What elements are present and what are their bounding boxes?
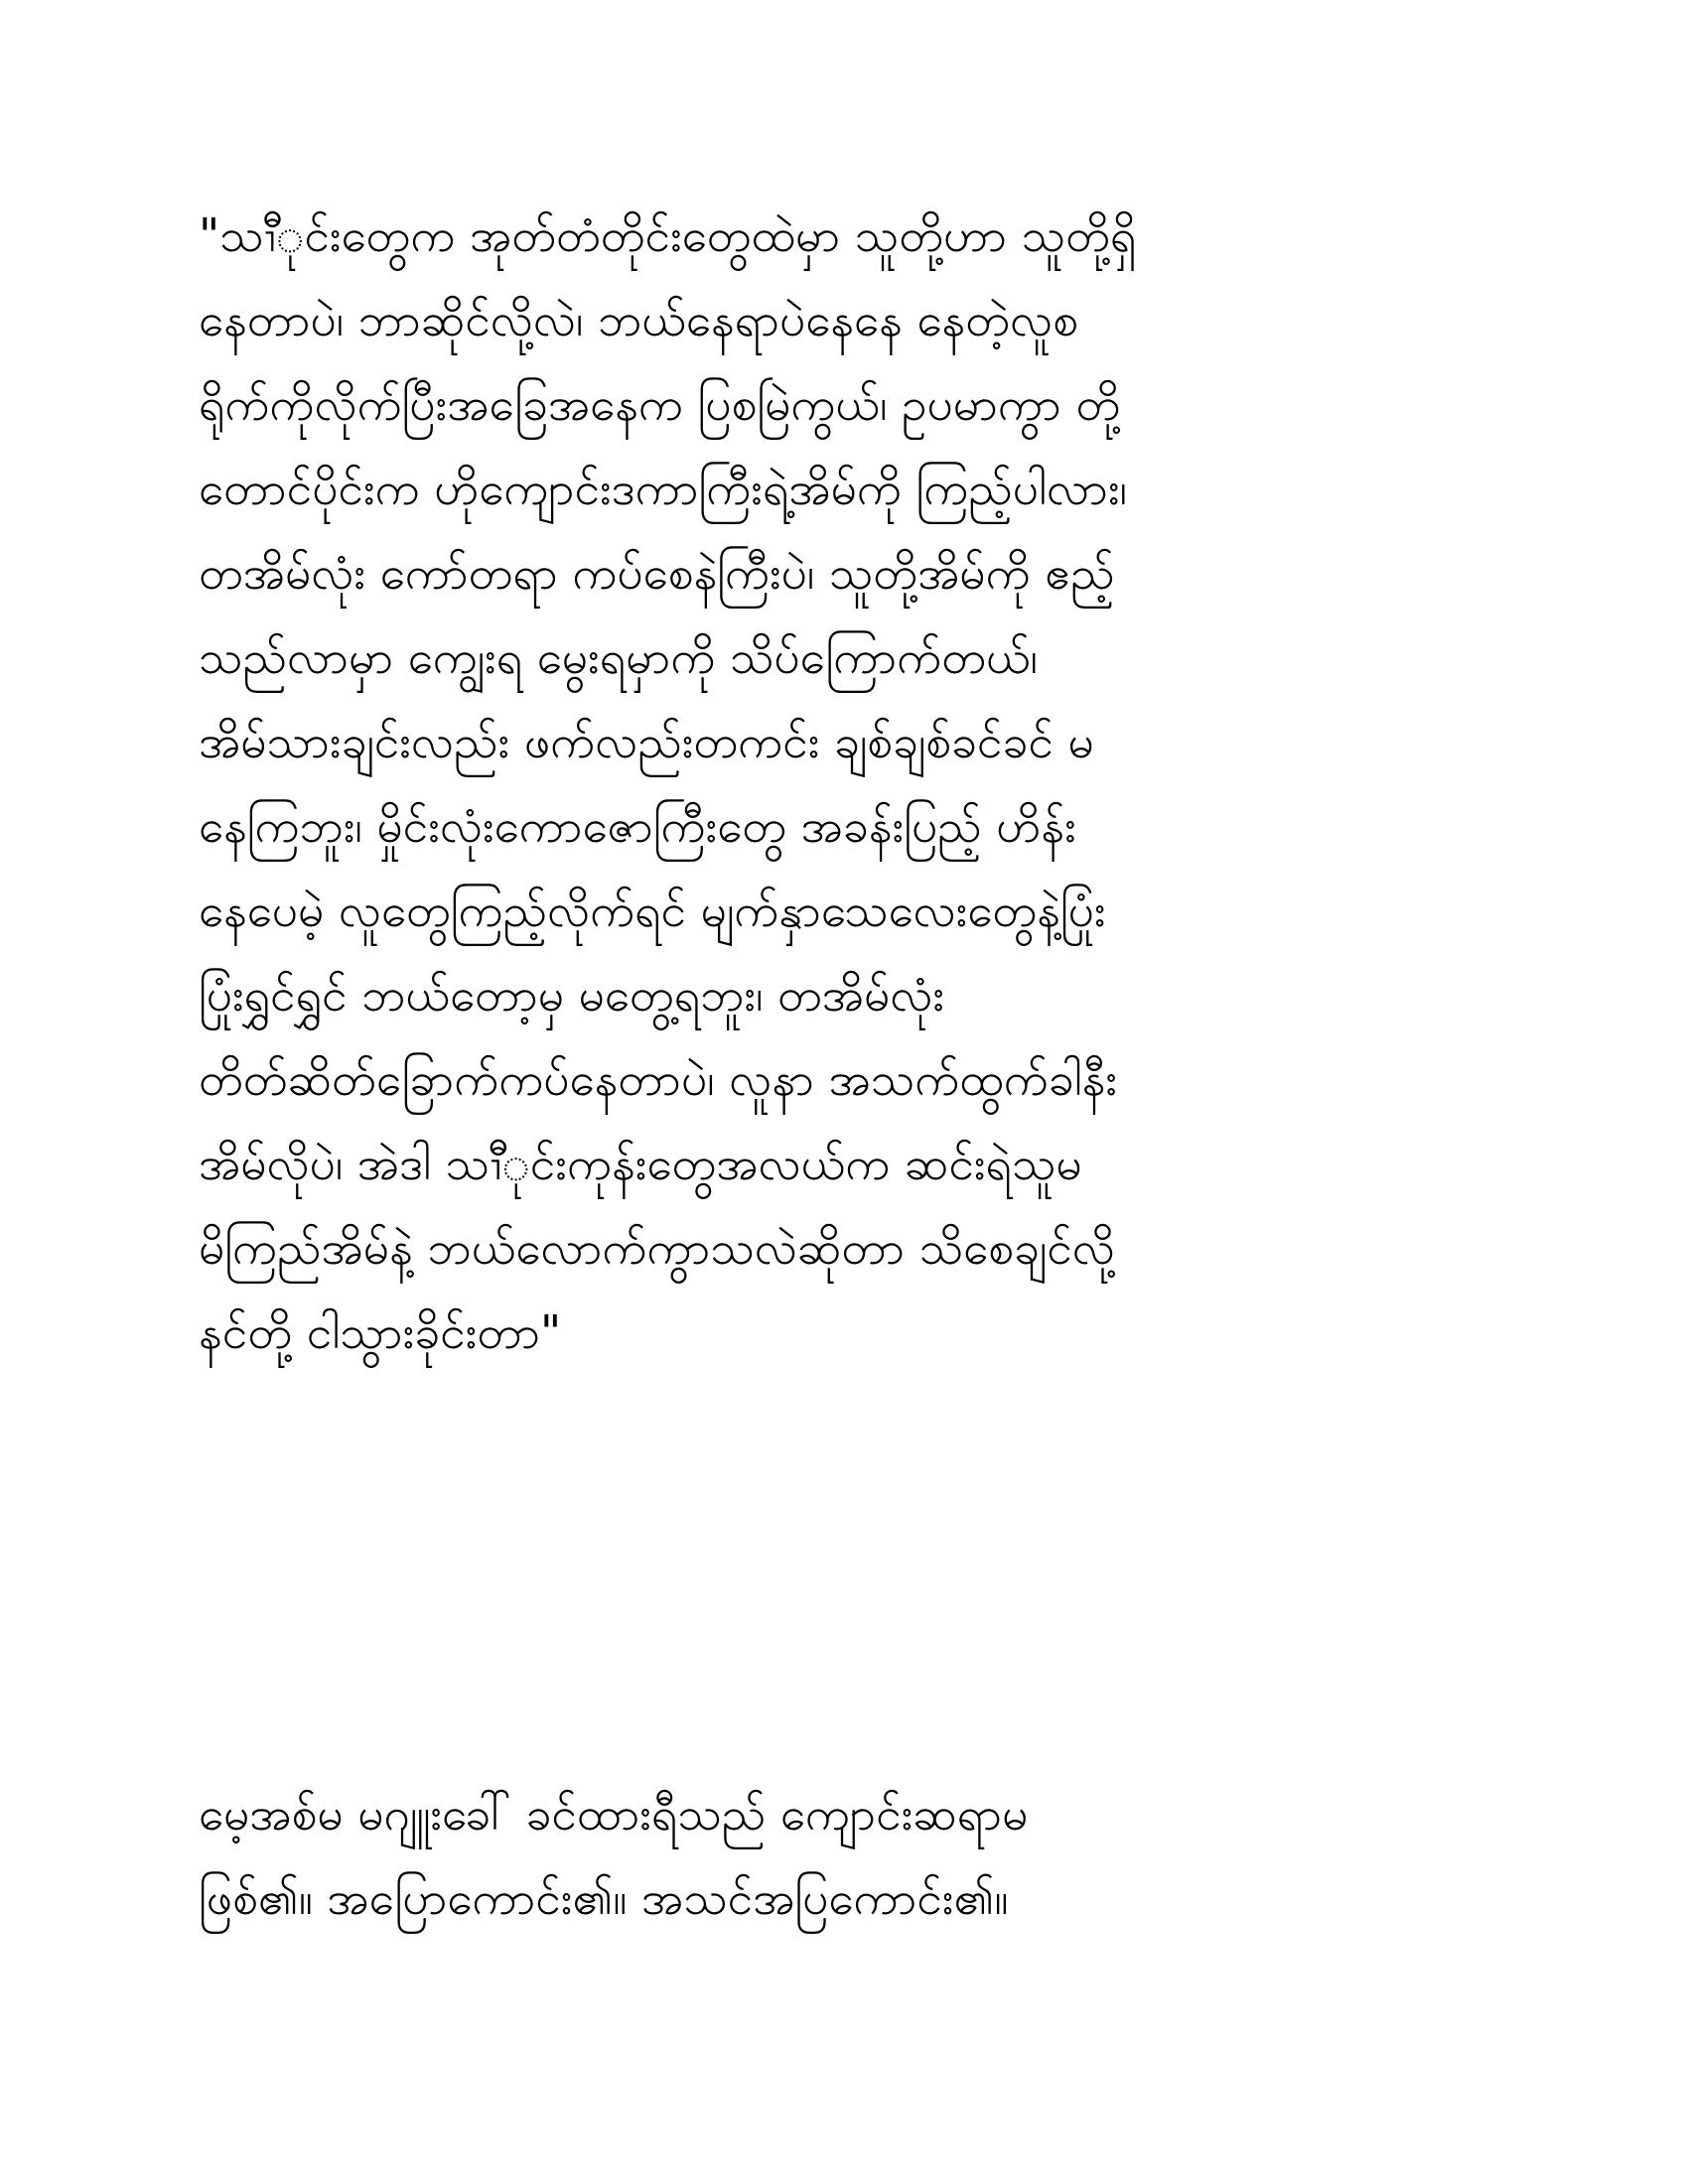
quote-line-8: နေကြဘူး၊ မှိုင်းလုံးကောဇောကြီးတွေ အခန်းပြည့် ဟိန်း (199, 799, 1076, 853)
quote-line-9: နေပေမဲ့ လူတွေကြည့်လိုက်ရင် မျက်နှာသေလေးတွေနဲ့ပြုံး (199, 884, 1106, 937)
narration-line-1: မေ့အစ်မ မဂျူးခေါ် ခင်ထားရီသည် ကျောင်းဆရာမ (199, 1787, 1029, 1841)
quote-line-10: ပြုံးရွှင်ရွှင် ဘယ်တော့မှ မတွေ့ရဘူး၊ တအိမ်လုံး (199, 968, 945, 1022)
quote-line-12: အိမ်လိုပဲ၊ အဲဒါ သၢီိုင်းကုန်းတွေအလယ်က ဆင်းရဲသူမ (199, 1137, 1082, 1190)
narration-paragraph (199, 1772, 1519, 1941)
quote-line-7: အိမ်သားချင်းလည်း ဖက်လည်းတကင်း ချစ်ချစ်ခင်ခင် မ (199, 715, 1094, 768)
quote-line-4: တောင်ပိုင်းက ဟိုကျောင်းဒကာကြီးရဲ့အိမ်ကို ကြည့်ပါလား၊ (199, 462, 1127, 515)
quote-line-11: တိတ်ဆိတ်ခြောက်ကပ်နေတာပဲ၊ လူနာ အသက်ထွက်ခါနီး (199, 1052, 1118, 1106)
quote-paragraph (199, 194, 1519, 1375)
quote-line-6: သည်လာမှာ ကျွေးရ မွေးရမှာကို သိပ်ကြောက်တယ်၊ (199, 630, 1038, 684)
quote-line-2: နေတာပဲ၊ ဘာဆိုင်လို့လဲ၊ ဘယ်နေရာပဲနေနေ နေတဲ့လူစ (199, 293, 1079, 346)
quote-line-13: မိကြည်အိမ်နဲ့ ဘယ်လောက်ကွာသလဲဆိုတာ သိစေချင်လို့ (199, 1221, 1115, 1275)
narration-line-2: ဖြစ်၏။ အပြောကောင်း၏။ အသင်အပြကောင်း၏။ (199, 1871, 1009, 1925)
quote-line-5: တအိမ်လုံး ကော်တရာ ကပ်စေနဲကြီးပဲ၊ သူတို့အိမ်ကို ဧည့် (199, 546, 1115, 600)
quote-line-1: "သၢီိုင်းတွေက အုတ်တံတိုင်းတွေထဲမှာ သူတို့ဟာ သူတို့ရှိ (199, 208, 1137, 262)
quote-line-14: နင်တို့ ငါသွားခိုင်းတာ" (199, 1305, 562, 1359)
quote-line-3: ရိုက်ကိုလိုက်ပြီးအခြေအနေက ပြစမြဲကွယ်၊ ဥပမာကွာ တို့ (199, 377, 1121, 431)
